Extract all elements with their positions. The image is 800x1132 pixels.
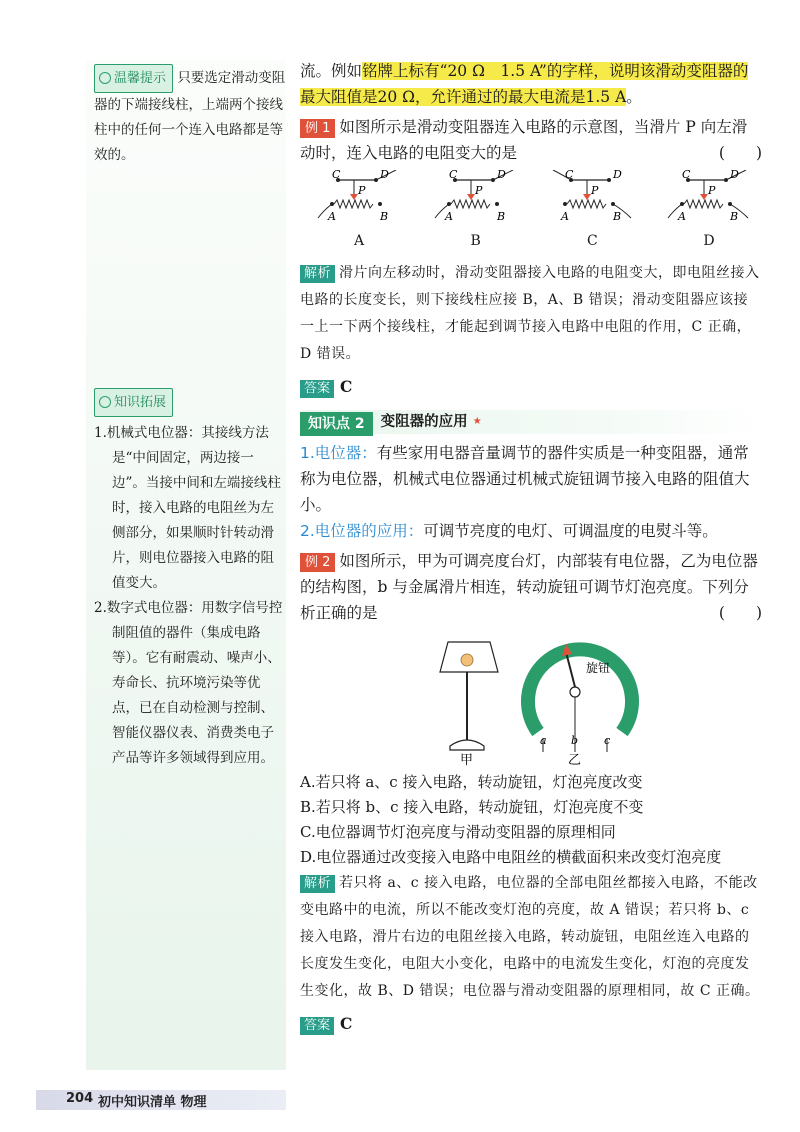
example-2-options — [300, 770, 762, 870]
circuit-c-label-c: C — [565, 170, 574, 181]
analysis-2-label: 解析 — [300, 875, 335, 893]
circuit-b — [431, 170, 521, 254]
example-2-question: 如图所示，甲为可调亮度台灯，内部装有电位器，乙为电位器的结构图，b 与金属滑片相连，转动旋钮可调节灯泡亮度。下列分析正确的是 — [300, 552, 758, 622]
circuit-d-label-d: D — [729, 170, 739, 181]
circuit-c-label-p: P — [591, 184, 599, 197]
knowledge-point-title — [381, 410, 482, 434]
knowledge-point-tag: 知识点 2 — [300, 412, 373, 436]
tip-box — [94, 64, 286, 168]
book-title: 初中知识清单 物理 — [98, 1095, 207, 1110]
analysis-2-text: 若只将 a、c 接入电路，电位器的全部电阻丝都接入电路，不能改变电路中的电流，所以不能改变灯泡的亮度，故 A 错误；若只将 b、c 接入电路，滑片右边的电阻丝接入电路，转动旋钮，电阻丝连入电路的长度发生变化，电阻大小变化，电路中的电流发生变化，灯泡的亮度发生变化，故 B、D 错误；电位器与滑动变阻器的原理相同，故 C 正确。 — [300, 875, 760, 999]
circuit-a-label-a: A — [328, 210, 336, 223]
answer-bracket-2: ( ) — [718, 604, 762, 622]
circuit-d-label-c: C — [681, 170, 691, 181]
circuit-d — [664, 170, 754, 254]
option-d: D.电位器通过改变接入电路中电阻丝的横截面积来改变灯泡亮度 — [300, 848, 722, 866]
circuit-d-label-p: P — [707, 184, 716, 197]
example-2-label: 例 2 — [300, 553, 335, 572]
circuit-b-label-a: A — [444, 210, 453, 223]
example-1-answer — [300, 374, 762, 400]
lamp-label: 甲 — [460, 753, 474, 766]
answer-2-value: C — [340, 1014, 353, 1033]
tip-text: 只要选定滑动变阻器的下端接线柱，上端两个接线柱中的任何一个连入电路都是等效的。 — [94, 70, 286, 163]
example-2-answer — [300, 1011, 762, 1037]
knowledge-point-header — [300, 410, 762, 434]
main-content — [300, 58, 762, 1037]
point-2-text: 可调节亮度的电灯、可调温度的电熨斗等。 — [423, 522, 718, 540]
circuit-b-label: B — [470, 233, 481, 249]
circuit-a-label-c: C — [332, 170, 341, 181]
example-2 — [300, 548, 762, 626]
terminal-c-label: c — [604, 734, 611, 747]
intro-paragraph — [300, 58, 762, 110]
star-icon: ★ — [472, 416, 482, 427]
point-2-term: 2.电位器的应用： — [300, 522, 424, 540]
circuit-a-drawing — [314, 170, 404, 228]
circuit-c — [547, 170, 637, 254]
option-b: B.若只将 b、c 接入电路，转动旋钮，灯泡亮度不变 — [300, 798, 644, 816]
example-1-analysis — [300, 260, 762, 368]
page-number: 204 — [66, 1091, 94, 1106]
circuit-d-label-a: A — [677, 210, 686, 223]
answer-2-label: 答案 — [300, 1017, 334, 1035]
tip-icon — [99, 72, 111, 84]
answer-1-label: 答案 — [300, 380, 334, 398]
answer-1-value: C — [340, 377, 353, 396]
example-2-analysis — [300, 870, 762, 1005]
terminal-a-label: a — [540, 734, 547, 747]
circuit-b-label-b: B — [496, 210, 505, 223]
tip-label: 温馨提示 — [114, 71, 167, 86]
circuit-a — [314, 170, 404, 254]
circuit-c-label-b: B — [613, 210, 622, 223]
terminal-b-label: b — [571, 734, 579, 747]
example-1 — [300, 114, 762, 166]
point-1 — [300, 440, 762, 518]
pot-label: 乙 — [568, 753, 582, 766]
circuit-b-drawing — [431, 170, 521, 228]
extension-item-1: 1.机械式电位器：其接线方法是“中间固定，两边接一边”。当接中间和左端接线柱时，接入电路的电阻丝为左侧部分，如果顺时针转动滑片，则电位器接入电路的阻值变大。 — [94, 425, 281, 591]
extension-list — [94, 421, 286, 771]
point-2 — [300, 518, 762, 544]
circuit-b-label-d: D — [496, 170, 506, 181]
point-1-term: 1.电位器： — [300, 444, 377, 462]
extension-box — [94, 388, 286, 771]
intro-highlight: 铭牌上标有“20 Ω 1.5 A”的字样，说明该滑动变阻器的最大阻值是20 Ω，允许通过的最大电流是1.5 A — [300, 62, 749, 106]
analysis-1-text: 滑片向左移动时，滑动变阻器接入电路的电阻变大，即电阻丝接入电路的长度变长，则下接线柱应接 B，A、B 错误；滑动变阻器应该接一上一下两个接线柱，才能起到调节接入电路中电阻的作用，C 正确，D 错误。 — [300, 265, 760, 362]
circuit-c-drawing — [547, 170, 637, 228]
circuit-a-label-d: D — [380, 170, 389, 181]
circuit-b-label-p: P — [474, 184, 483, 197]
option-c: C.电位器调节灯泡亮度与滑动变阻器的原理相同 — [300, 823, 616, 841]
extension-item-2: 2.数字式电位器：用数字信号控制阻值的器件（集成电路等）。它有耐震动、噪声小、寿命长、抗环境污染等优点，已在自动检测与控制、智能仪器仪表、消费类电子产品等许多领域得到应用。 — [94, 600, 283, 766]
knowledge-point-title-text: 变阻器的应用 — [380, 414, 468, 430]
intro-prefix: 流。例如 — [300, 62, 363, 80]
example-1-label: 例 1 — [300, 119, 335, 138]
analysis-1-label: 解析 — [300, 265, 335, 283]
circuit-figures — [314, 170, 754, 254]
example-1-question: 如图所示是滑动变阻器连入电路的示意图，当滑片 P 向左滑动时，连入电路的电阻变大的是 — [300, 118, 748, 162]
extension-icon — [99, 396, 111, 408]
circuit-d-drawing — [664, 170, 754, 228]
lamp-potentiometer-drawing — [300, 634, 762, 766]
knob-label: 旋钮 — [586, 661, 611, 675]
circuit-d-label-b: B — [729, 210, 739, 223]
intro-suffix: 。 — [626, 88, 642, 106]
circuit-d-label: D — [703, 233, 715, 249]
circuit-b-label-c: C — [448, 170, 458, 181]
circuit-c-label: C — [586, 233, 598, 249]
option-a: A.若只将 a、c 接入电路，转动旋钮，灯泡亮度改变 — [300, 773, 643, 791]
figure-lamp-potentiometer — [300, 634, 762, 766]
point-1-text: 有些家用电器音量调节的器件实质是一种变阻器，通常称为电位器，机械式电位器通过机械式旋钮调节接入电路的阻值大小。 — [300, 444, 750, 514]
circuit-a-label: A — [353, 233, 365, 249]
circuit-a-label-b: B — [380, 210, 389, 223]
extension-tag — [94, 388, 173, 417]
circuit-c-label-a: A — [561, 210, 570, 223]
answer-bracket: ( ) — [718, 144, 762, 162]
extension-label: 知识拓展 — [114, 395, 167, 410]
circuit-a-label-p: P — [358, 184, 366, 197]
circuit-c-label-d: D — [613, 170, 623, 181]
tip-tag — [94, 64, 173, 93]
